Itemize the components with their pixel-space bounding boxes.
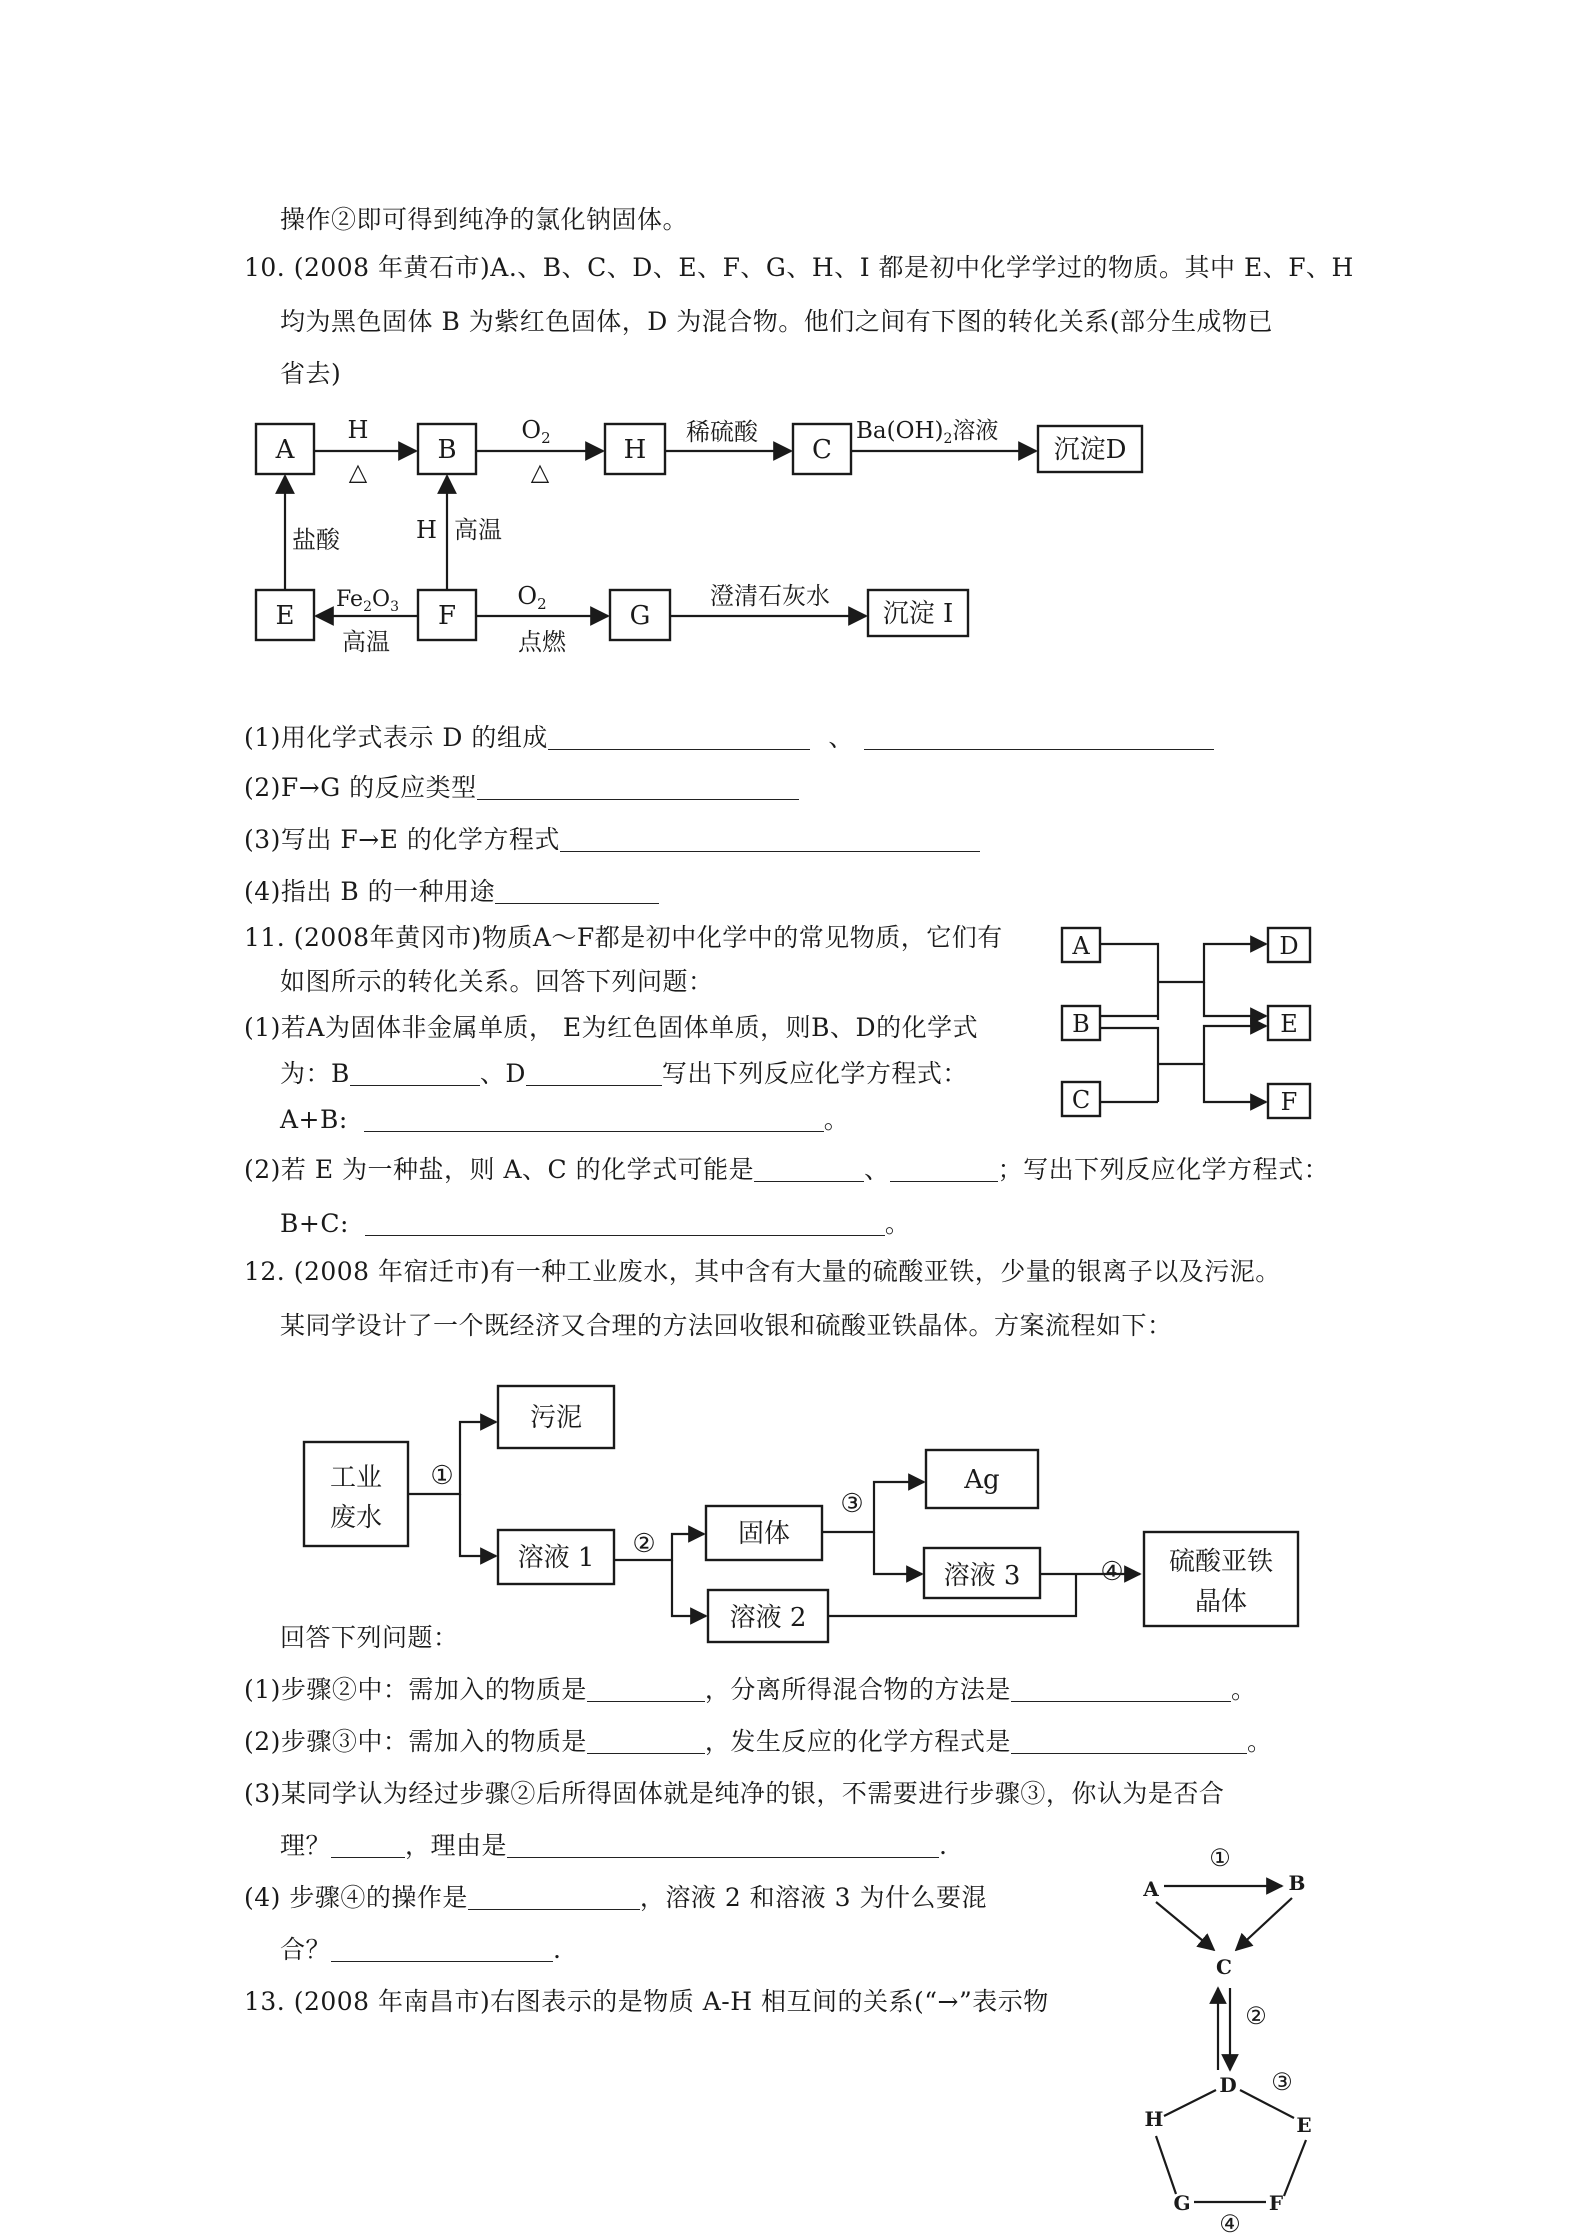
label-B: B xyxy=(437,435,457,465)
answer-blank[interactable] xyxy=(468,1885,640,1910)
label-I: 沉淀 I xyxy=(882,599,954,629)
arrow-to-ag xyxy=(822,1482,924,1532)
label-C: C xyxy=(1071,1086,1091,1114)
question-11-line-4: 为：B 、D 写出下列反应化学方程式： xyxy=(280,1059,968,1088)
pentagon-edges xyxy=(1156,2090,1306,2202)
answer-blank[interactable] xyxy=(507,1833,939,1858)
label-C: C xyxy=(1216,1955,1232,1979)
question-11-line-6: (2)若 E 为一种盐，则 A、C 的化学式可能是 、 ；写出下列反应化学方程式： xyxy=(244,1155,1330,1184)
answer-blank[interactable] xyxy=(864,725,1214,750)
answer-blank[interactable] xyxy=(560,827,980,852)
question-10-line-1: 10. (2008 年黄石市)A.、B、C、D、E、F、G、H、I 都是初中化学学过的物质。其中 E、F、H xyxy=(244,253,1354,282)
label-F: F xyxy=(1268,2191,1284,2215)
step-3-label: ③ xyxy=(840,1489,864,1519)
cond-A-B-top: H xyxy=(347,416,369,444)
answer-blank[interactable] xyxy=(890,1157,998,1182)
q12-answer-3-cont: 理？ ，理由是 . xyxy=(280,1831,948,1860)
answer-blank[interactable] xyxy=(477,775,799,800)
cond-B-H-top: $O_2$ xyxy=(521,416,551,447)
q12-answer-3: (3)某同学认为经过步骤②后所得固体就是纯净的银，不需要进行步骤③，你认为是否合 xyxy=(244,1779,1225,1808)
text-line: 操作②即可得到纯净的氯化钠固体。 xyxy=(280,205,689,234)
arrow-A-C xyxy=(1156,1902,1214,1950)
answer-blank[interactable] xyxy=(495,879,659,904)
question-12-line-1: 12. (2008 年宿迁市)有一种工业废水，其中含有大量的硫酸亚铁，少量的银离子以及污泥。 xyxy=(244,1257,1281,1286)
label-A: A xyxy=(275,435,295,465)
label-sol1: 溶液 1 xyxy=(517,1543,595,1573)
question-12-line-2: 某同学设计了一个既经济又合理的方法回收银和硫酸亚铁晶体。方案流程如下： xyxy=(280,1311,1173,1340)
q10-answer-2: (2)F→G 的反应类型 xyxy=(244,772,799,804)
number-3: ③ xyxy=(1271,2068,1293,2096)
arrow-to-sol3 xyxy=(874,1532,922,1574)
label-G: G xyxy=(629,601,651,631)
cond-F-B-h: H xyxy=(416,516,437,544)
label-ag: Ag xyxy=(964,1465,1000,1495)
number-1: ① xyxy=(1209,1844,1231,1872)
label-D: 沉淀D xyxy=(1053,435,1127,465)
arrow-to-E-from-AB xyxy=(1204,982,1266,1016)
answer-blank[interactable] xyxy=(1011,1729,1247,1754)
label-A: A xyxy=(1143,1877,1159,1901)
label-E: E xyxy=(275,601,295,631)
label-waste-2: 废水 xyxy=(329,1503,383,1533)
join-B-C xyxy=(1100,1028,1158,1102)
cond-F-B-temp: 高温 xyxy=(454,516,502,544)
question-13-line-1: 13. (2008 年南昌市)右图表示的是物质 A-H 相互间的关系(“→”表示物 xyxy=(244,1987,1049,2016)
cond-B-H-bottom: △ xyxy=(530,458,550,486)
label-waste-1: 工业 xyxy=(329,1463,383,1493)
cond-F-G-top: $O_2$ xyxy=(517,582,547,613)
question-12-line-3: 回答下列问题： xyxy=(280,1623,459,1652)
arrow-B-C xyxy=(1236,1898,1292,1950)
diagram-11 xyxy=(1050,912,1340,1132)
arrow-to-F xyxy=(1204,1064,1266,1102)
q12-answer-2: (2)步骤③中：需加入的物质是 ，发生反应的化学方程式是 。 xyxy=(244,1727,1273,1756)
label-sol3: 溶液 3 xyxy=(943,1561,1021,1591)
answer-blank[interactable] xyxy=(1011,1677,1231,1702)
label-product-2: 晶体 xyxy=(1194,1587,1248,1617)
diagram-13 xyxy=(1120,1840,1360,2240)
answer-blank[interactable] xyxy=(587,1729,705,1754)
label-D: D xyxy=(1219,2073,1237,2097)
step-1-label: ① xyxy=(430,1461,454,1491)
cond-F-E-bottom: 高温 xyxy=(342,628,390,656)
q12-answer-4-cont: 合？ . xyxy=(280,1935,562,1964)
label-E: E xyxy=(1280,1010,1298,1038)
question-11-line-5: A+B: 。 xyxy=(280,1105,850,1134)
question-11-line-2: 如图所示的转化关系。回答下列问题： xyxy=(280,967,714,996)
answer-blank[interactable] xyxy=(365,1211,885,1236)
answer-blank[interactable] xyxy=(526,1061,662,1086)
diagram-10 xyxy=(240,400,1180,660)
answer-blank[interactable] xyxy=(548,725,810,750)
q10-answer-1: (1)用化学式表示 D 的组成 、 xyxy=(244,722,1214,754)
cond-F-G-bottom: 点燃 xyxy=(518,628,566,656)
cond-F-E-top: $Fe_2O_3$ xyxy=(336,587,399,615)
arrow-to-E-from-BC xyxy=(1158,1026,1266,1064)
label-B: B xyxy=(1288,1871,1306,1895)
arrow-to-sol1 xyxy=(460,1494,496,1556)
label-B: B xyxy=(1072,1010,1090,1038)
question-11-line-3: (1)若A为固体非金属单质， E为红色固体单质，则B、D的化学式 xyxy=(244,1013,979,1042)
label-D: D xyxy=(1279,932,1299,960)
question-10-line-3: 省去) xyxy=(280,359,342,388)
question-11-line-7: B+C: 。 xyxy=(280,1209,911,1238)
arrow-to-sol2 xyxy=(672,1560,706,1616)
label-C: C xyxy=(812,435,832,465)
question-11-line-1: 11. (2008年黄冈市)物质A～F都是初中化学中的常见物质，它们有 xyxy=(244,923,1003,952)
cond-C-D: $Ba(OH)_2$溶液 xyxy=(856,418,999,447)
q12-answer-1: (1)步骤②中：需加入的物质是 ，分离所得混合物的方法是 。 xyxy=(244,1675,1257,1704)
label-H: H xyxy=(1144,2107,1164,2131)
step-4-label: ④ xyxy=(1100,1557,1124,1587)
label-product-1: 硫酸亚铁 xyxy=(1168,1547,1274,1577)
cond-G-I: 澄清石灰水 xyxy=(710,582,830,610)
cond-H-C: 稀硫酸 xyxy=(686,418,758,446)
label-G: G xyxy=(1173,2191,1191,2215)
arrow-to-solid xyxy=(614,1534,704,1560)
question-10-line-2: 均为黑色固体 B 为紫红色固体，D 为混合物。他们之间有下图的转化关系(部分生成物已 xyxy=(280,307,1274,336)
label-mud: 污泥 xyxy=(529,1403,583,1433)
q12-answer-4: (4) 步骤④的操作是 ，溶液 2 和溶液 3 为什么要混 xyxy=(244,1883,987,1912)
q10-answer-4: (4)指出 B 的一种用途 xyxy=(244,876,659,908)
answer-blank[interactable] xyxy=(364,1107,824,1132)
label-E: E xyxy=(1296,2113,1312,2137)
q10-answer-3: (3)写出 F→E 的化学方程式 xyxy=(244,824,980,856)
label-sol2: 溶液 2 xyxy=(729,1603,807,1633)
answer-blank[interactable] xyxy=(587,1677,705,1702)
join-A-B xyxy=(1100,944,1158,1020)
number-4: ④ xyxy=(1219,2210,1241,2238)
label-F: F xyxy=(437,601,457,631)
answer-blank[interactable] xyxy=(350,1061,480,1086)
cond-A-B-bottom: △ xyxy=(348,458,368,486)
label-F: F xyxy=(1280,1088,1298,1116)
arrow-to-D xyxy=(1158,944,1266,982)
step-2-label: ② xyxy=(632,1529,656,1559)
label-solid: 固体 xyxy=(737,1519,791,1549)
cond-E-A: 盐酸 xyxy=(292,526,340,554)
label-H: H xyxy=(623,435,647,465)
label-A: A xyxy=(1072,932,1090,960)
answer-blank[interactable] xyxy=(754,1157,864,1182)
number-2: ② xyxy=(1245,2002,1267,2030)
answer-blank[interactable] xyxy=(331,1833,405,1858)
answer-blank[interactable] xyxy=(331,1937,553,1962)
